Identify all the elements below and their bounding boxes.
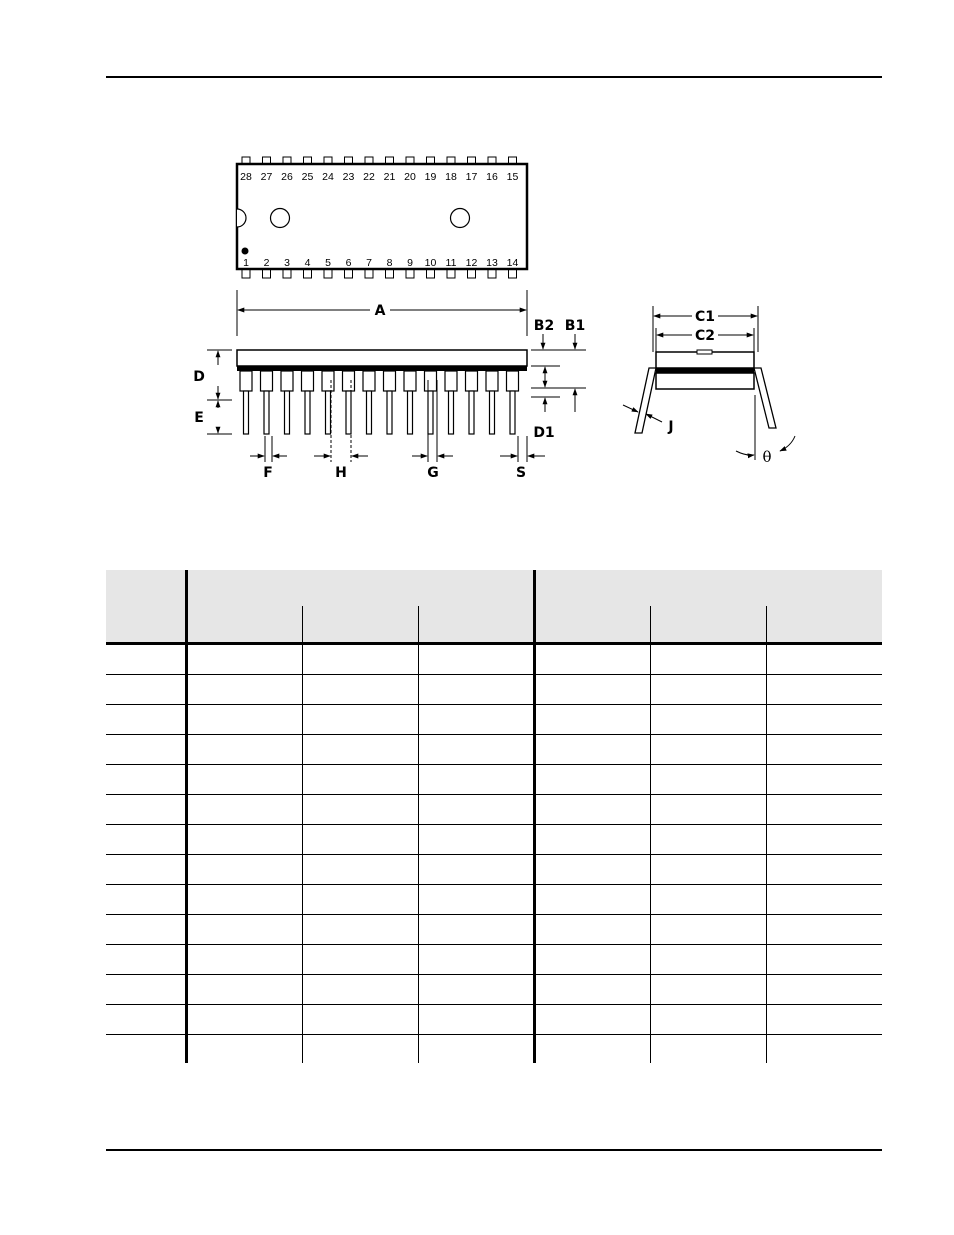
table-cell [302, 765, 418, 795]
pin-number: 26 [281, 171, 293, 183]
lead-shoulder [343, 371, 355, 391]
pin-number: 27 [260, 171, 273, 183]
table-cell [766, 735, 882, 765]
table-cell [418, 945, 534, 975]
table-cell [186, 765, 302, 795]
table-cell [302, 945, 418, 975]
pin-number: 17 [465, 171, 478, 183]
table-cell [766, 885, 882, 915]
table-cell [302, 644, 418, 675]
table-cell [106, 705, 186, 735]
table-cell [302, 675, 418, 705]
table-cell [650, 855, 766, 885]
table-cell [534, 945, 650, 975]
table-cell [106, 644, 186, 675]
lead-shoulder [445, 371, 457, 391]
pin-number: 10 [424, 257, 437, 269]
table-cell [534, 855, 650, 885]
group-header-inches [186, 570, 534, 606]
label-j: J [668, 419, 674, 435]
table-cell [418, 705, 534, 735]
table-cell [418, 1005, 534, 1035]
subheader-min [534, 606, 650, 644]
pin-number: 8 [386, 257, 393, 269]
table-cell [766, 675, 882, 705]
lead-pin [264, 391, 269, 434]
lead-pin [469, 391, 474, 434]
table-cell [302, 705, 418, 735]
table-cell [650, 735, 766, 765]
table-cell [650, 885, 766, 915]
table-row [106, 825, 882, 855]
table-cell [106, 945, 186, 975]
table-cell [186, 1005, 302, 1035]
lead-shoulder [425, 371, 437, 391]
table-cell [106, 675, 186, 705]
side-body-upper [237, 350, 527, 366]
lead-pin [326, 391, 331, 434]
table-row [106, 644, 882, 675]
table-cell [766, 945, 882, 975]
table-cell [186, 825, 302, 855]
table-cell [766, 795, 882, 825]
table-cell [534, 885, 650, 915]
table-cell [418, 644, 534, 675]
table-cell [766, 855, 882, 885]
pin-number: 2 [263, 257, 270, 269]
pin-number: 18 [445, 171, 457, 183]
dimension-table-grid [106, 570, 882, 1063]
pin-number: 13 [486, 257, 498, 269]
pin-number: 19 [424, 171, 437, 183]
table-row [106, 915, 882, 945]
table-cell [106, 855, 186, 885]
side-body-seam [237, 366, 527, 371]
lead-pin [367, 391, 372, 434]
group-header-mm [534, 570, 882, 606]
pin-number: 9 [407, 257, 413, 269]
label-a: A [374, 303, 386, 319]
table-cell [766, 644, 882, 675]
table-cell [650, 644, 766, 675]
table-cell [766, 1005, 882, 1035]
table-cell [418, 675, 534, 705]
lead-pin [510, 391, 515, 434]
table-cell [534, 1005, 650, 1035]
table-row [106, 855, 882, 885]
table-cell [650, 675, 766, 705]
table-header-row [106, 570, 882, 606]
pin-number: 14 [506, 257, 519, 269]
table-cell [534, 705, 650, 735]
table-cell [650, 915, 766, 945]
table-cell [186, 675, 302, 705]
side-view [193, 318, 586, 481]
lead-shoulder [486, 371, 498, 391]
table-cell [418, 825, 534, 855]
ejector-mark-left [271, 209, 290, 228]
label-b2: B2 [533, 318, 555, 334]
table-cell [106, 1005, 186, 1035]
pin-number: 6 [345, 257, 352, 269]
pin-number: 11 [445, 257, 457, 269]
table-cell [534, 765, 650, 795]
table-row [106, 765, 882, 795]
package-drawing [0, 0, 954, 560]
table-cell [650, 765, 766, 795]
table-cell [302, 975, 418, 1005]
table-cell [106, 885, 186, 915]
lead-pin [449, 391, 454, 434]
table-cell [106, 825, 186, 855]
table-cell [534, 915, 650, 945]
label-c2: C2 [694, 328, 716, 344]
table-cell [302, 855, 418, 885]
label-b1: B1 [564, 318, 586, 334]
lead-shoulder [466, 371, 478, 391]
table-cell [186, 945, 302, 975]
table-cell [534, 644, 650, 675]
end-body-lower [656, 373, 754, 389]
lead-shoulder [507, 371, 519, 391]
lead-pin [244, 391, 249, 434]
pin-number: 23 [342, 171, 355, 183]
table-row [106, 705, 882, 735]
table-cell [650, 825, 766, 855]
table-cell [302, 885, 418, 915]
lead-shoulder [363, 371, 375, 391]
pin-number: 24 [322, 171, 334, 183]
table-cell [186, 885, 302, 915]
table-cell [106, 735, 186, 765]
label-e: E [194, 410, 204, 426]
table-cell [186, 1035, 302, 1064]
table-cell [766, 915, 882, 945]
pin-number: 21 [383, 171, 396, 183]
table-row [106, 795, 882, 825]
top-view [237, 157, 527, 278]
table-cell [418, 885, 534, 915]
table-cell [302, 1005, 418, 1035]
lead-pin [408, 391, 413, 434]
table-cell [650, 975, 766, 1005]
pin-number: 15 [506, 171, 519, 183]
subheader-max [418, 606, 534, 644]
table-cell [534, 675, 650, 705]
lead-shoulder [261, 371, 273, 391]
table-cell [418, 855, 534, 885]
lead-pin [387, 391, 392, 434]
table-cell [766, 705, 882, 735]
table-cell [302, 915, 418, 945]
table-cell [650, 795, 766, 825]
table-cell [302, 825, 418, 855]
pin-number: 1 [243, 257, 249, 269]
lead-pin [346, 391, 351, 434]
table-cell [534, 735, 650, 765]
pin-number: 16 [486, 171, 498, 183]
table-cell [186, 975, 302, 1005]
table-cell [650, 705, 766, 735]
symbol-column-header [106, 570, 186, 644]
end-lead-right [754, 368, 776, 428]
pin1-dot-icon [242, 248, 249, 255]
table-cell [302, 795, 418, 825]
table-cell [766, 825, 882, 855]
end-view [623, 306, 795, 466]
end-lead-left [635, 368, 656, 433]
label-theta: θ [762, 448, 772, 466]
lead-shoulder [404, 371, 416, 391]
table-row [106, 1035, 882, 1064]
subheader-max [766, 606, 882, 644]
side-leads [240, 371, 519, 434]
ejector-mark-right [451, 209, 470, 228]
table-cell [650, 1035, 766, 1064]
table-cell [534, 975, 650, 1005]
table-cell [106, 1035, 186, 1064]
lead-shoulder [240, 371, 252, 391]
table-cell [106, 765, 186, 795]
table-cell [766, 975, 882, 1005]
table-cell [302, 1035, 418, 1064]
label-h: H [335, 465, 347, 481]
pin-number: 4 [304, 257, 311, 269]
lead-shoulder [281, 371, 293, 391]
table-cell [186, 644, 302, 675]
table-row [106, 885, 882, 915]
table-cell [186, 705, 302, 735]
table-row [106, 945, 882, 975]
lead-shoulder [302, 371, 314, 391]
table-cell [418, 915, 534, 945]
table-cell [650, 945, 766, 975]
footer-rule [106, 1149, 882, 1151]
table-cell [186, 915, 302, 945]
pin-number: 28 [240, 171, 252, 183]
table-cell [766, 765, 882, 795]
subheader-nom [650, 606, 766, 644]
table-cell [186, 855, 302, 885]
subheader-min [186, 606, 302, 644]
table-cell [418, 735, 534, 765]
label-c1: C1 [694, 309, 716, 325]
dimension-table [106, 570, 882, 1063]
table-cell [766, 1035, 882, 1064]
lead-shoulder [384, 371, 396, 391]
label-d1: D1 [533, 425, 555, 441]
table-row [106, 675, 882, 705]
lead-pin [428, 391, 433, 434]
table-cell [650, 1005, 766, 1035]
table-cell [106, 975, 186, 1005]
table-cell [534, 1035, 650, 1064]
table-row [106, 735, 882, 765]
table-row [106, 1005, 882, 1035]
label-g: G [427, 465, 439, 481]
pin-number: 20 [404, 171, 416, 183]
pin-number: 22 [363, 171, 375, 183]
pin-number: 3 [284, 257, 290, 269]
table-cell [106, 795, 186, 825]
table-cell [106, 915, 186, 945]
label-s: S [515, 465, 527, 481]
table-cell [418, 765, 534, 795]
table-cell [302, 735, 418, 765]
pin-number: 7 [366, 257, 372, 269]
table-body [106, 644, 882, 1064]
table-cell [186, 735, 302, 765]
lead-pin [305, 391, 310, 434]
table-cell [534, 795, 650, 825]
table-row [106, 975, 882, 1005]
table-cell [186, 795, 302, 825]
pin-number: 12 [465, 257, 478, 269]
subheader-nom [302, 606, 418, 644]
lead-shoulder [322, 371, 334, 391]
label-f: F [263, 465, 273, 481]
table-subheader-row [106, 606, 882, 644]
pin-number: 25 [301, 171, 314, 183]
label-d: D [193, 369, 205, 385]
lead-pin [490, 391, 495, 434]
pin-number: 5 [325, 257, 331, 269]
table-cell [534, 825, 650, 855]
lead-pin [285, 391, 290, 434]
table-cell [418, 1035, 534, 1064]
table-cell [418, 975, 534, 1005]
dimension-a [237, 290, 527, 336]
table-cell [418, 795, 534, 825]
